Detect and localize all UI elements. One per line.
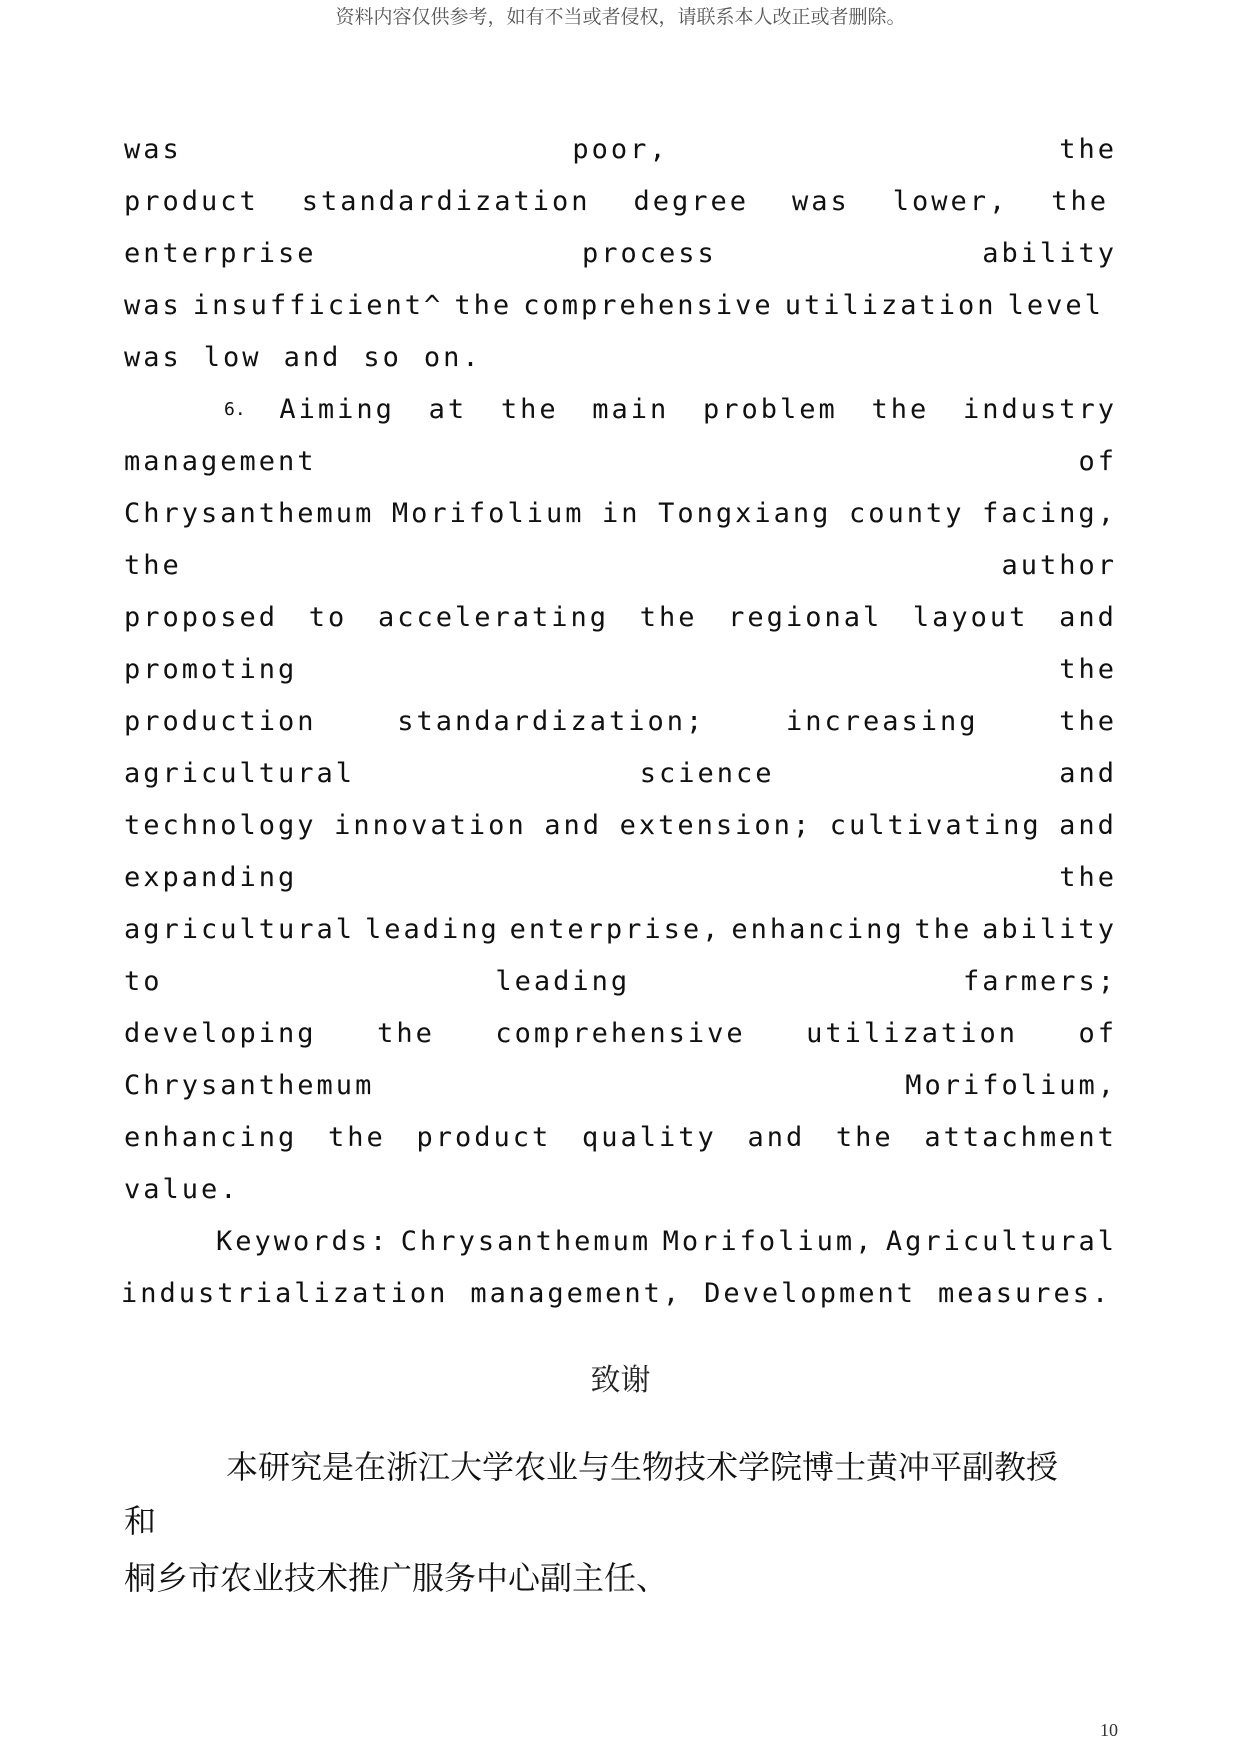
word: enhancing bbox=[731, 914, 905, 945]
text-line bbox=[124, 130, 1117, 170]
word: enterprise, bbox=[509, 914, 722, 945]
word: leading bbox=[364, 914, 500, 945]
text-line bbox=[124, 494, 1117, 534]
word: agricultural bbox=[124, 758, 356, 789]
word: the bbox=[328, 1122, 386, 1153]
word: process bbox=[581, 238, 717, 269]
word: 6. bbox=[224, 399, 246, 420]
word: at bbox=[428, 394, 468, 425]
text-line bbox=[124, 806, 1117, 846]
text-line bbox=[124, 1170, 1117, 1210]
text-line bbox=[124, 442, 1117, 482]
word: the bbox=[639, 602, 698, 633]
word: Agricultural bbox=[885, 1226, 1117, 1257]
word: and bbox=[1059, 810, 1117, 841]
word: and bbox=[1059, 602, 1117, 633]
word: increasing bbox=[785, 706, 979, 737]
word: level bbox=[1007, 290, 1104, 321]
word: and bbox=[283, 342, 342, 373]
text-line bbox=[124, 650, 1117, 690]
word: the bbox=[454, 290, 513, 321]
word: the bbox=[500, 394, 559, 425]
word: the bbox=[1059, 654, 1117, 685]
word: main bbox=[592, 394, 670, 425]
word: expanding bbox=[124, 862, 298, 893]
acknowledgement-line-1: 本研究是在浙江大学农业与生物技术学院博士黄冲平副教授 bbox=[226, 1448, 1059, 1486]
word: on. bbox=[423, 342, 482, 373]
word: agricultural bbox=[124, 914, 356, 945]
word: proposed bbox=[124, 602, 279, 633]
word: poor, bbox=[572, 134, 669, 165]
word: the bbox=[871, 394, 930, 425]
text-line bbox=[124, 1118, 1117, 1158]
word: farmers; bbox=[962, 966, 1117, 997]
text-line bbox=[121, 1274, 1112, 1314]
text-line bbox=[224, 390, 1117, 430]
word: Chrysanthemum bbox=[400, 1226, 652, 1257]
text-line bbox=[124, 598, 1117, 638]
word: author bbox=[1001, 550, 1117, 581]
word: comprehensive bbox=[523, 290, 774, 321]
text-line bbox=[124, 182, 1109, 222]
word: Tongxiang bbox=[658, 498, 832, 529]
word: product bbox=[124, 186, 259, 217]
word: the bbox=[914, 914, 973, 945]
word: Morifolium, bbox=[905, 1070, 1117, 1101]
word: quality bbox=[581, 1122, 717, 1153]
word: so bbox=[363, 342, 402, 373]
text-line bbox=[124, 1066, 1117, 1106]
word: standardization; bbox=[397, 706, 706, 737]
word: the bbox=[1059, 862, 1117, 893]
text-line bbox=[124, 338, 1117, 378]
word: standardization bbox=[301, 186, 591, 217]
word: product bbox=[416, 1122, 552, 1153]
word: Chrysanthemum bbox=[124, 1070, 375, 1101]
word: measures. bbox=[937, 1278, 1112, 1309]
word: and bbox=[747, 1122, 806, 1153]
word: layout bbox=[912, 602, 1029, 633]
word: industry bbox=[962, 394, 1117, 425]
word: cultivating bbox=[829, 810, 1042, 841]
word: enhancing bbox=[124, 1122, 298, 1153]
word: of bbox=[1078, 1018, 1117, 1049]
word: and bbox=[1059, 758, 1117, 789]
word: degree bbox=[633, 186, 750, 217]
word: leading bbox=[495, 966, 631, 997]
word: regional bbox=[728, 602, 883, 633]
word: production bbox=[124, 706, 317, 737]
word: was bbox=[792, 186, 850, 217]
word: Morifolium, bbox=[662, 1226, 875, 1257]
acknowledgement-title: 致谢 bbox=[590, 1363, 651, 1398]
word: Chrysanthemum bbox=[124, 498, 375, 529]
header-disclaimer: 资料内容仅供参考，如有不当或者侵权，请联系本人改正或者删除。 bbox=[335, 6, 906, 28]
text-line bbox=[124, 286, 1104, 326]
word: low bbox=[203, 342, 262, 373]
word: Morifolium bbox=[391, 498, 585, 529]
word: the bbox=[1051, 186, 1109, 217]
word: problem bbox=[703, 394, 838, 425]
text-line bbox=[124, 546, 1117, 586]
word: enterprise bbox=[124, 238, 317, 269]
word: ability bbox=[982, 914, 1117, 945]
word: extension; bbox=[619, 810, 813, 841]
text-line bbox=[124, 1014, 1117, 1054]
word: comprehensive bbox=[495, 1018, 746, 1049]
page-number: 10 bbox=[1100, 1720, 1118, 1740]
word: management, bbox=[470, 1278, 683, 1309]
word: utilization bbox=[784, 290, 997, 321]
word: Development bbox=[704, 1278, 916, 1309]
word: ability bbox=[982, 238, 1117, 269]
text-line bbox=[216, 1222, 1117, 1262]
text-line bbox=[124, 858, 1117, 898]
word: technology bbox=[124, 810, 317, 841]
text-line bbox=[124, 962, 1117, 1002]
word: the bbox=[835, 1122, 894, 1153]
word: insufficient^ bbox=[192, 290, 444, 321]
word: and bbox=[544, 810, 603, 841]
word: Aiming bbox=[279, 394, 395, 425]
word: utilization bbox=[806, 1018, 1018, 1049]
word: value. bbox=[124, 1174, 240, 1205]
word: the bbox=[377, 1018, 435, 1049]
word: Keywords: bbox=[216, 1226, 390, 1257]
text-line bbox=[124, 910, 1117, 950]
word: of bbox=[1078, 446, 1117, 477]
word: county bbox=[849, 498, 965, 529]
word: management bbox=[124, 446, 317, 477]
word: facing, bbox=[982, 498, 1117, 529]
word: developing bbox=[124, 1018, 317, 1049]
acknowledgement-line-2: 和 bbox=[124, 1502, 157, 1540]
word: industrialization bbox=[121, 1278, 449, 1309]
word: was bbox=[124, 134, 182, 165]
acknowledgement-line-3: 桐乡市农业技术推广服务中心副主任、 bbox=[124, 1559, 669, 1597]
word: to bbox=[308, 602, 348, 633]
word: attachment bbox=[924, 1122, 1117, 1153]
word: accelerating bbox=[377, 602, 610, 633]
word: the bbox=[1059, 706, 1117, 737]
word: the bbox=[1059, 134, 1117, 165]
text-line bbox=[124, 234, 1117, 274]
word: innovation bbox=[334, 810, 527, 841]
word: promoting bbox=[124, 654, 298, 685]
word: the bbox=[124, 550, 182, 581]
word: in bbox=[602, 498, 641, 529]
word: to bbox=[124, 966, 163, 997]
word: was bbox=[124, 290, 182, 321]
word: lower, bbox=[892, 186, 1009, 217]
text-line bbox=[124, 754, 1117, 794]
word: science bbox=[639, 758, 775, 789]
word: was bbox=[124, 342, 182, 373]
text-line bbox=[124, 702, 1117, 742]
